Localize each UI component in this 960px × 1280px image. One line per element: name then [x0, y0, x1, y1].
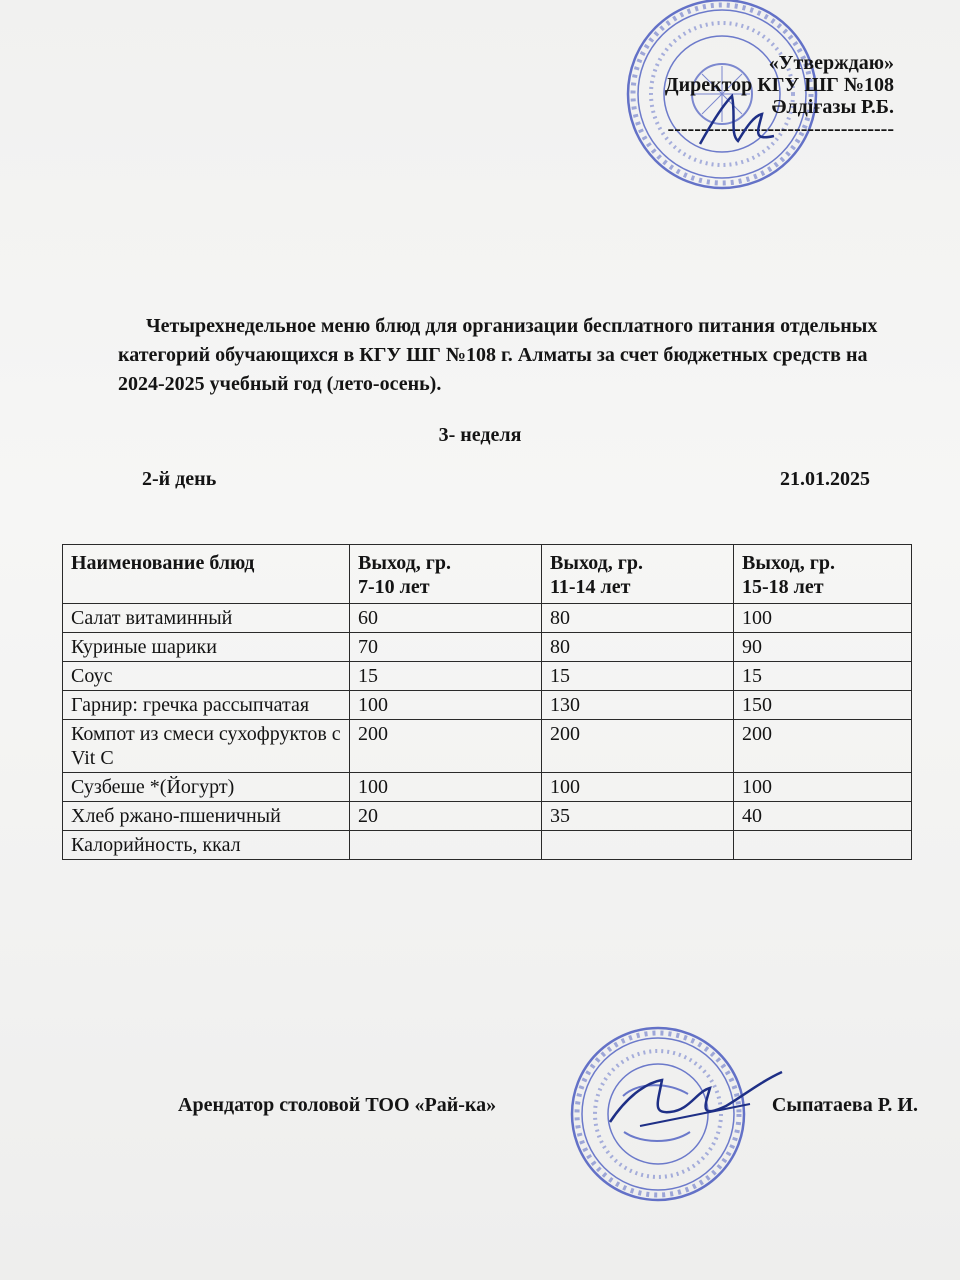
portion-7-10: 15 — [350, 662, 542, 691]
portion-15-18: 200 — [734, 720, 912, 773]
approval-signature-line: ---------------------------------- — [667, 118, 894, 140]
portion-11-14: 80 — [542, 633, 734, 662]
signer-name: Сыпатаева Р. И. — [771, 1094, 918, 1116]
week-label: 3- неделя — [438, 424, 522, 446]
dish-name: Сузбеше *(Йогурт) — [63, 773, 350, 802]
portion-15-18: 15 — [734, 662, 912, 691]
menu-table — [62, 544, 912, 860]
portion-15-18: 40 — [734, 802, 912, 831]
dish-name: Салат витаминный — [63, 604, 350, 633]
portion-7-10 — [350, 831, 542, 860]
portion-7-10: 100 — [350, 773, 542, 802]
portion-11-14: 200 — [542, 720, 734, 773]
portion-7-10: 100 — [350, 691, 542, 720]
header-dish-name: Наименование блюд — [63, 545, 350, 604]
portion-11-14 — [542, 831, 734, 860]
portion-11-14: 80 — [542, 604, 734, 633]
table-row — [63, 720, 912, 773]
portion-7-10: 60 — [350, 604, 542, 633]
dish-name: Компот из смеси сухофруктов с Vit C — [63, 720, 350, 773]
header-age-11-14: Выход, гр. 11-14 лет — [542, 545, 734, 604]
portion-15-18: 100 — [734, 604, 912, 633]
portion-11-14: 35 — [542, 802, 734, 831]
approval-position: Директор КГУ ШГ №108 — [664, 74, 894, 96]
dish-name: Соус — [63, 662, 350, 691]
dish-name: Куриные шарики — [63, 633, 350, 662]
dish-name: Калорийность, ккал — [63, 831, 350, 860]
approval-name: Әлдіғазы Р.Б. — [771, 96, 894, 118]
dish-name: Гарнир: гречка рассыпчатая — [63, 691, 350, 720]
tenant-label: Арендатор столовой ТОО «Рай-ка» — [178, 1094, 497, 1116]
table-row — [63, 604, 912, 633]
dish-name: Хлеб ржано-пшеничный — [63, 802, 350, 831]
portion-11-14: 130 — [542, 691, 734, 720]
portion-15-18: 150 — [734, 691, 912, 720]
header-age-15-18: Выход, гр. 15-18 лет — [734, 545, 912, 604]
table-header-row — [63, 545, 912, 604]
table-row — [63, 691, 912, 720]
portion-11-14: 15 — [542, 662, 734, 691]
portion-11-14: 100 — [542, 773, 734, 802]
table-row — [63, 773, 912, 802]
table-row — [63, 633, 912, 662]
director-signature-icon — [692, 86, 782, 156]
table-row — [63, 662, 912, 691]
portion-7-10: 200 — [350, 720, 542, 773]
tenant-signature-icon — [600, 1062, 790, 1142]
portion-15-18: 90 — [734, 633, 912, 662]
menu-title: Четырехнедельное меню блюд для организации бесплатного питания отдельных категорий обучающихся в КГУ ШГ №108 г. Алматы за счет бюджетных средств на 2024-2025 учебный год (лето-осень). — [118, 315, 878, 395]
portion-15-18 — [734, 831, 912, 860]
table-row — [63, 831, 912, 860]
portion-7-10: 20 — [350, 802, 542, 831]
day-label: 2-й день — [142, 468, 217, 490]
header-age-7-10: Выход, гр. 7-10 лет — [350, 545, 542, 604]
table-row — [63, 802, 912, 831]
portion-15-18: 100 — [734, 773, 912, 802]
approval-title: «Утверждаю» — [768, 52, 894, 74]
portion-7-10: 70 — [350, 633, 542, 662]
date-label: 21.01.2025 — [780, 468, 870, 490]
